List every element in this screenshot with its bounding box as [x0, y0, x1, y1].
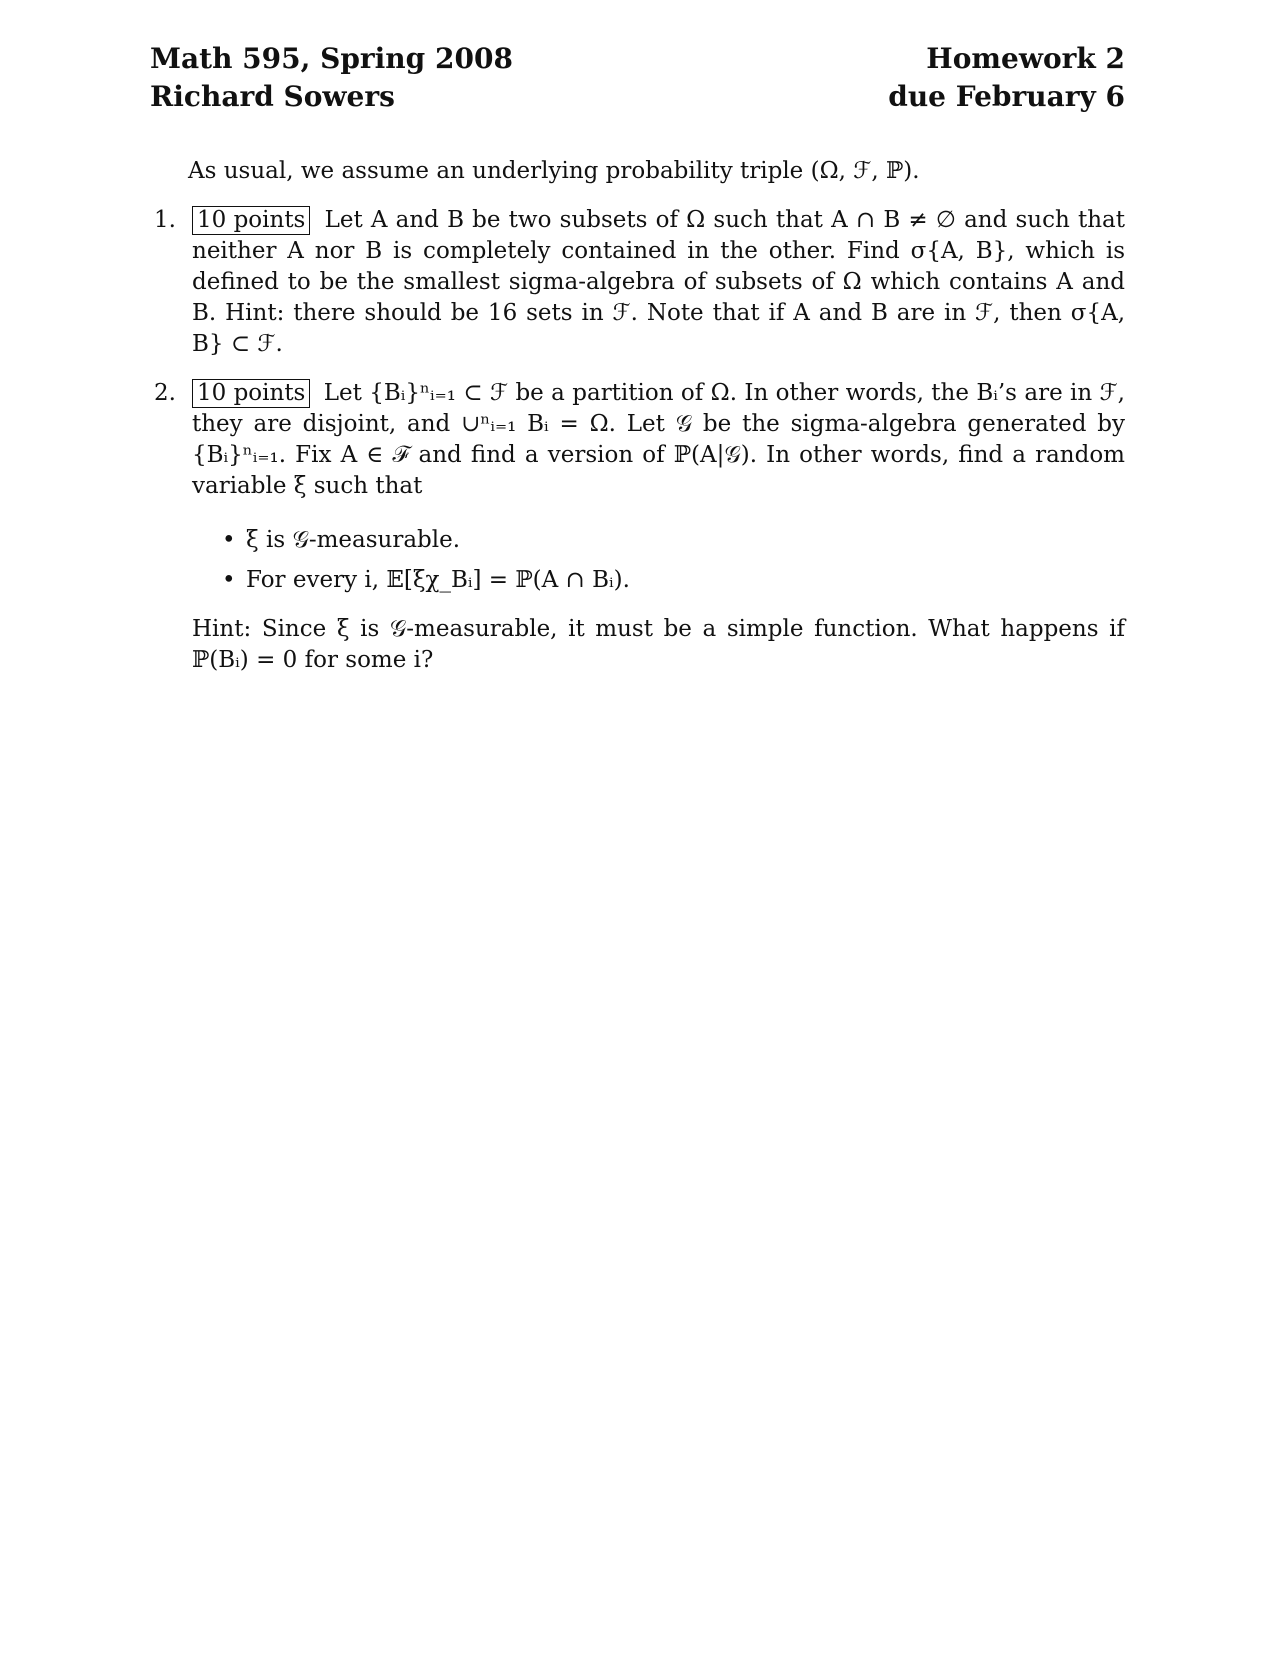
- assignment-title: Homework 2: [926, 42, 1125, 75]
- list-item: • For every i, 𝔼[ξχ_Bᵢ] = ℙ(A ∩ Bᵢ).: [246, 560, 1125, 600]
- points-box: 10 points: [192, 379, 310, 408]
- intro-text: As usual, we assume an underlying probability triple (Ω, ℱ, ℙ).: [188, 158, 920, 184]
- header-right: [888, 40, 1125, 116]
- problem-number: 1.: [154, 207, 176, 233]
- homework-page: [150, 40, 1125, 676]
- condition-list: [192, 520, 1125, 600]
- problem-2: [150, 378, 1125, 676]
- instructor-name: Richard Sowers: [150, 80, 395, 113]
- problem-hint: Hint: Since ξ is 𝒢-measurable, it must be a simple function. What happens if ℙ(Bᵢ) = 0 for some i?: [192, 616, 1125, 673]
- course-title: Math 595, Spring 2008: [150, 42, 513, 75]
- list-item: • ξ is 𝒢-measurable.: [246, 520, 1125, 560]
- problem-text: Let A and B be two subsets of Ω such that A ∩ B ≠ ∅ and such that neither A nor B is completely contained in the other. Find σ{A, B}, which is defined to be the smallest sigma-algebra of subsets of Ω which contains A and B. Hint: there should be 16 sets in ℱ. Note that if A and B are in ℱ, then σ{A, B} ⊂ ℱ.: [192, 207, 1126, 357]
- problem-1: [150, 205, 1125, 360]
- points-box: 10 points: [192, 206, 310, 235]
- problem-text: Let {Bᵢ}ⁿᵢ₌₁ ⊂ ℱ be a partition of Ω. In other words, the Bᵢ’s are in ℱ, they are disjoint, and ∪ⁿᵢ₌₁ Bᵢ = Ω. Let 𝒢 be the sigma-algebra generated by {Bᵢ}ⁿᵢ₌₁. Fix A ∈ ℱ and find a version of ℙ(A|𝒢). In other words, find a random variable ξ such that: [192, 380, 1125, 499]
- due-date: due February 6: [888, 80, 1125, 113]
- header-left: [150, 40, 513, 116]
- page-header: [150, 40, 1125, 116]
- problem-number: 2.: [154, 380, 176, 406]
